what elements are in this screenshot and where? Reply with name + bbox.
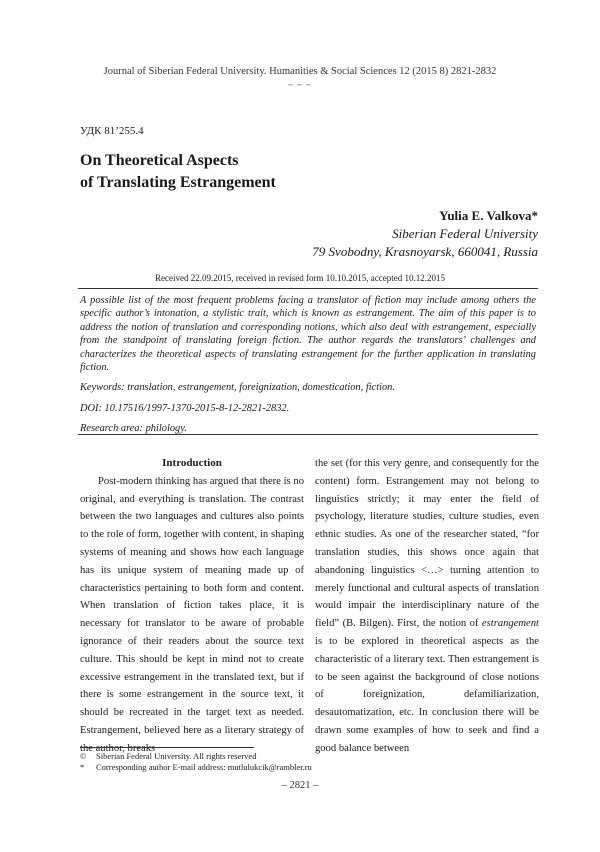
copyright-text: Siberian Federal University. All rights reserved bbox=[96, 751, 257, 761]
footnotes bbox=[80, 751, 380, 773]
corresponding-text: Corresponding author E-mail address: mutlulukcik@rambler.ru bbox=[96, 762, 312, 772]
research-area: Research area: philology. bbox=[80, 423, 187, 435]
paragraph-intro: Post-modern thinking has argued that there is no original, and everything is translation. The contrast between the two languages and cultures also points to the role of form, together with content, in shaping systems of meaning and shows how each language has its unique system of meaning made up of characteristics pertaining to both form and content. When translation of fiction takes place, it is necessary for translator to be aware of probable ignorance of their readers about the source text culture. This should be kept in mind not to create excessive estrangement in the translated text, but if there is some estrangement in the source text, it should be recreated in the target text as needed. Estrangement, believed here as a literary strategy of the author, breaks bbox=[80, 475, 304, 754]
article-title bbox=[80, 150, 480, 194]
abstract-text: A possible list of the most frequent problems facing a translator of fiction may include among others the specific author’s intonation, a stylistic trait, which is known as estrangement. The aim of this paper is to address the notion of translation and corresponding notions, which also deal with estrangement, especially from the standpoint of translating foreign fiction. The author regards the translators’ challenges and characterizes the theoretical aspects of translating estrangement for the further application in translating fiction. bbox=[80, 295, 536, 374]
abstract-bottom-rule bbox=[78, 434, 538, 435]
paragraph-continued bbox=[315, 455, 539, 758]
udc-code: УДК 81’255.4 bbox=[80, 125, 144, 137]
abstract-top-rule bbox=[78, 288, 538, 289]
author-address: 79 Svobodny, Krasnoyarsk, 660041, Russia bbox=[312, 244, 538, 259]
text-part-a: the set (for this very genre, and consequently for the content) form. Estrangement may not belong to linguistics strictly; it may enter the field of psychology, literature studies, culture studies, even ethnic studies. As one of the researcher stated, “for translation studies, this shows once again that abandoning linguistics <…> turning attention to merely functional and cultural aspects of translation would impair the interdisciplinary nature of the field” (B. Bilgen). First, the notion of bbox=[315, 458, 539, 630]
journal-header: Journal of Siberian Federal University. Humanities & Social Sciences 12 (2015 8) 2821-2832 bbox=[103, 66, 497, 77]
emphasis-estrangement: estrangement bbox=[481, 618, 539, 630]
section-heading-introduction: Introduction bbox=[162, 457, 222, 469]
header-ornament: ~ ~ ~ bbox=[287, 80, 313, 90]
copyright-mark: © bbox=[80, 751, 87, 761]
text-part-b: is to be explored in theoretical aspects as the characteristic of a literary text. Then estrangement is to be seen against the background of close notions of foreignization, defamiliarization, desautomatization, etc. In conclusion there will be drawn some examples of how to seek and find a good balance between bbox=[315, 635, 539, 754]
abstract-block bbox=[80, 294, 536, 436]
title-line-2: of Translating Estrangement bbox=[80, 174, 276, 191]
left-column bbox=[80, 455, 304, 758]
received-dates: Received 22.09.2015, received in revised form 10.10.2015, accepted 10.12.2015 bbox=[155, 273, 445, 283]
author-block bbox=[312, 207, 538, 261]
right-column bbox=[315, 455, 539, 758]
title-line-1: On Theoretical Aspects bbox=[80, 152, 239, 169]
asterisk-mark: * bbox=[80, 762, 85, 772]
author-affiliation: Siberian Federal University bbox=[392, 226, 538, 241]
copyright-footnote bbox=[80, 751, 380, 762]
corresponding-footnote bbox=[80, 762, 380, 773]
keywords: Keywords: translation, estrangement, foreignization, domestication, fiction. bbox=[80, 382, 395, 394]
page-number: – 2821 – bbox=[281, 780, 319, 791]
author-name: Yulia E. Valkova* bbox=[439, 208, 538, 223]
footnote-rule bbox=[80, 747, 254, 748]
doi: DOI: 10.17516/1997-1370-2015-8-12-2821-2832. bbox=[80, 402, 290, 414]
